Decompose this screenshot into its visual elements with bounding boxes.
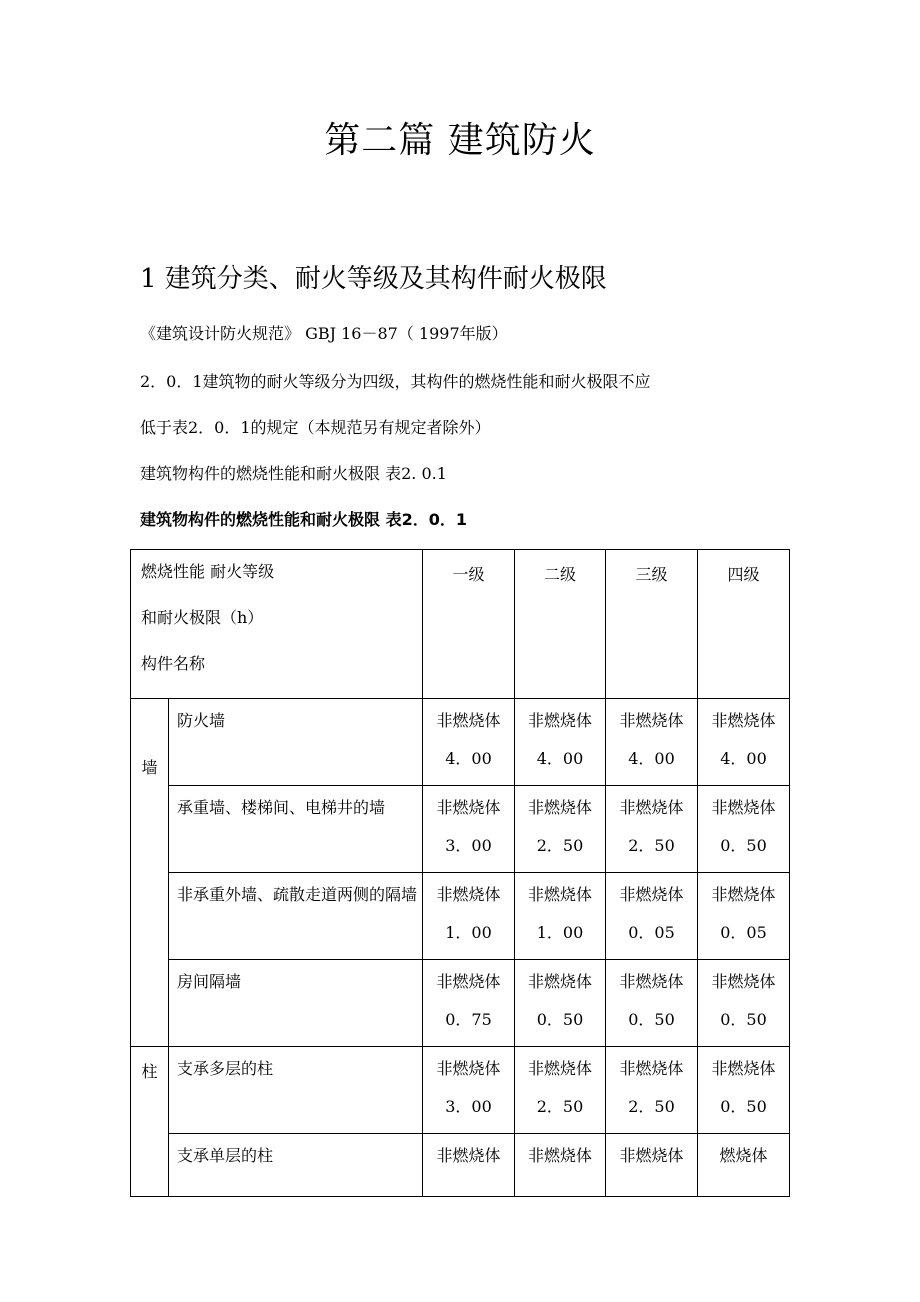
- category-column: 柱: [131, 1047, 169, 1197]
- header-component-name-cell: [131, 550, 423, 699]
- source-reference: 《建筑设计防火规范》 GBJ 16－87（ 1997年版）: [140, 324, 508, 343]
- component-name: 支承单层的柱: [169, 1134, 423, 1197]
- table-row: [131, 1134, 790, 1197]
- value-cell: 非燃烧体: [606, 1134, 698, 1197]
- value-cell: 非燃烧体 3．00: [423, 786, 515, 873]
- value-cell: 非燃烧体 0．50: [515, 960, 606, 1047]
- value-cell: 非燃烧体 0．50: [698, 786, 790, 873]
- header-grade-2: 二级: [515, 550, 606, 699]
- table-row: [131, 960, 790, 1047]
- header-label-line-2: 和耐火极限（h）: [141, 608, 264, 627]
- value-cell: 非燃烧体 0．75: [423, 960, 515, 1047]
- component-name: 支承多层的柱: [169, 1047, 423, 1134]
- table-row: [131, 786, 790, 873]
- header-label-line-1: 燃烧性能 耐火等级: [141, 562, 275, 581]
- value-cell: 非燃烧体 3．00: [423, 1047, 515, 1134]
- value-cell: 非燃烧体 4．00: [606, 699, 698, 786]
- value-cell: 非燃烧体 1．00: [515, 873, 606, 960]
- value-cell: 非燃烧体 4．00: [515, 699, 606, 786]
- table-row: [131, 1047, 790, 1134]
- value-cell: 非燃烧体 0．05: [698, 873, 790, 960]
- value-cell: 非燃烧体 2．50: [606, 1047, 698, 1134]
- header-label-line-3: 构件名称: [141, 654, 206, 673]
- header-grade-1: 一级: [423, 550, 515, 699]
- value-cell: 非燃烧体: [423, 1134, 515, 1197]
- section-heading: 1 建筑分类、耐火等级及其构件耐火极限: [140, 264, 607, 294]
- value-cell: 非燃烧体 1．00: [423, 873, 515, 960]
- document-title: 第二篇 建筑防火: [324, 120, 596, 161]
- table-row: [131, 873, 790, 960]
- value-cell: 非燃烧体 2．50: [606, 786, 698, 873]
- value-cell: 非燃烧体 2．50: [515, 1047, 606, 1134]
- component-name: 承重墙、楼梯间、电梯井的墙: [169, 786, 423, 873]
- table-header-row: [131, 550, 790, 699]
- header-grade-3: 三级: [606, 550, 698, 699]
- value-cell: 非燃烧体 0．50: [698, 960, 790, 1047]
- table-caption-bold: 建筑物构件的燃烧性能和耐火极限 表2．0．1: [140, 510, 467, 529]
- value-cell: 非燃烧体 4．00: [698, 699, 790, 786]
- table-caption-plain: 建筑物构件的燃烧性能和耐火极限 表2. 0.1: [140, 464, 447, 483]
- value-cell: 非燃烧体 0．50: [606, 960, 698, 1047]
- component-name: 防火墙: [169, 699, 423, 786]
- value-cell: 燃烧体: [698, 1134, 790, 1197]
- value-cell: 非燃烧体 0．50: [698, 1047, 790, 1134]
- value-cell: 非燃烧体 0．05: [606, 873, 698, 960]
- body-text-line-2: 低于表2．0．1的规定（本规范另有规定者除外）: [140, 418, 491, 437]
- value-cell: 非燃烧体 2．50: [515, 786, 606, 873]
- value-cell: 非燃烧体 4．00: [423, 699, 515, 786]
- body-text-line-1: 2．0．1建筑物的耐火等级分为四级，其构件的燃烧性能和耐火极限不应: [140, 372, 651, 391]
- fire-resistance-table: [130, 549, 790, 1197]
- component-name: 房间隔墙: [169, 960, 423, 1047]
- table-row: [131, 699, 790, 786]
- header-grade-4: 四级: [698, 550, 790, 699]
- component-name: 非承重外墙、疏散走道两侧的隔墙: [169, 873, 423, 960]
- value-cell: 非燃烧体: [515, 1134, 606, 1197]
- category-wall: 墙: [131, 699, 169, 1047]
